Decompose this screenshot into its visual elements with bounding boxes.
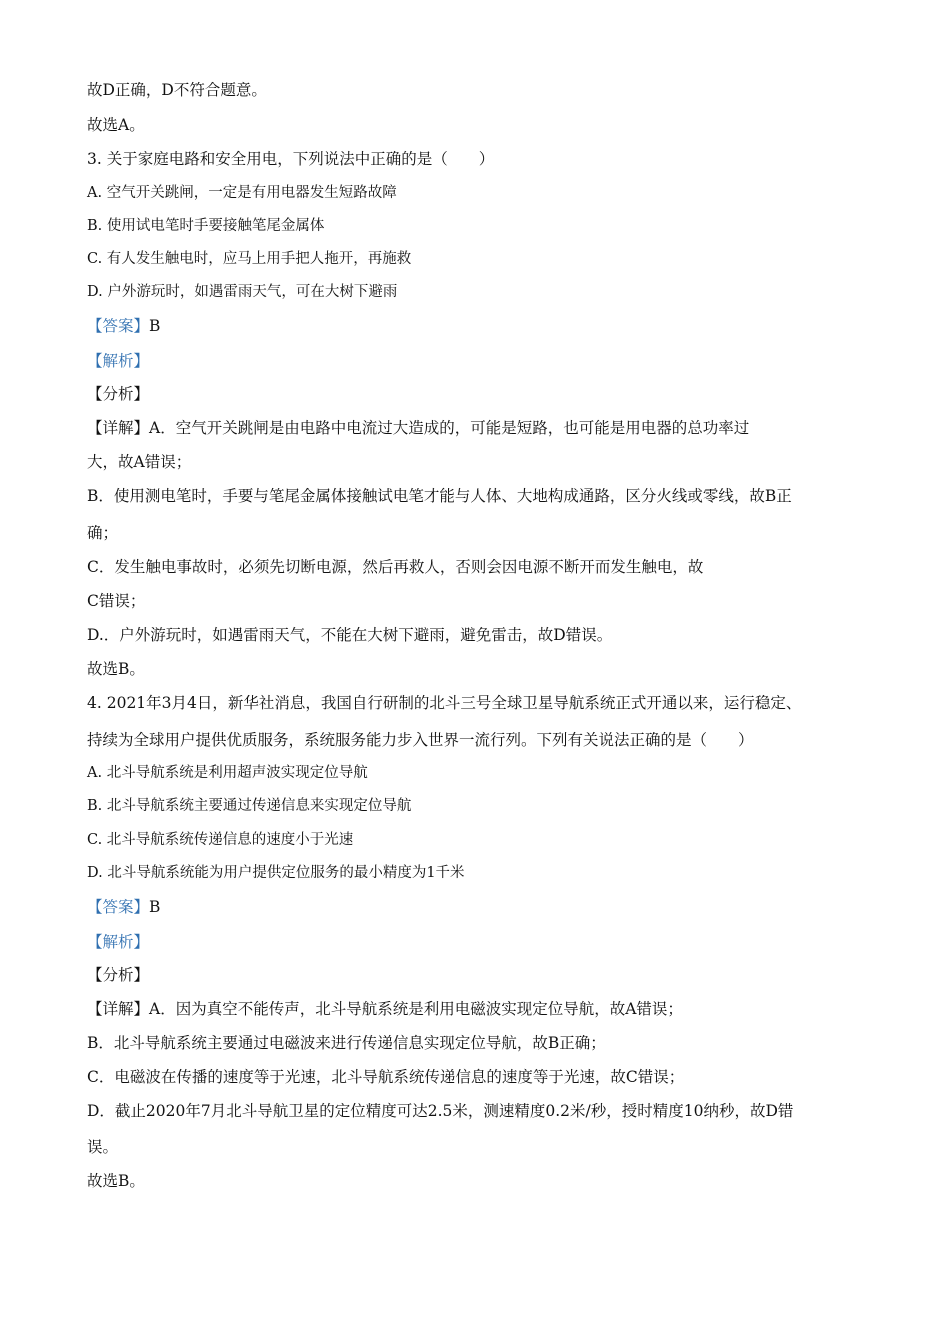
q4-detail-a (87, 998, 683, 1020)
choice-line: 故选A。 (87, 116, 145, 134)
q4-detail-c: C．电磁波在传播的速度等于光速，北斗导航系统传递信息的速度等于光速，故C错误； (87, 1068, 685, 1086)
q3-detail-d: D.．户外游玩时，如遇雷雨天气，不能在大树下避雨，避免雷击，故D错误。 (87, 626, 613, 644)
q4-option-d: D. 北斗导航系统能为用户提供定位服务的最小精度为1千米 (87, 865, 465, 881)
answer-tag: 【答案】 (87, 898, 150, 916)
q3-answer (87, 315, 160, 337)
q3-option-b: B. 使用试电笔时手要接触笔尾金属体 (87, 218, 325, 234)
answer-value: B (149, 898, 161, 916)
analysis-tag: 【解析】 (87, 933, 150, 951)
analysis-tag: 【解析】 (87, 352, 150, 370)
q3-breakdown-heading (87, 383, 149, 405)
answer-tag: 【答案】 (87, 317, 150, 335)
q3-detail-b: B．使用测电笔时，手要与笔尾金属体接触试电笔才能与人体、大地构成通路，区分火线或零线，故B正 (87, 487, 792, 505)
question-3-stem: 3. 关于家庭电路和安全用电，下列说法中正确的是（ ） (87, 150, 495, 168)
q3-detail-b-cont: 确； (87, 524, 119, 542)
q3-choice: 故选B。 (87, 660, 145, 678)
detail-text: A．空气开关跳闸是由电路中电流过大造成的，可能是短路，也可能是用电器的总功率过 (149, 419, 750, 437)
q4-detail-d: D．截止2020年7月北斗导航卫星的定位精度可达2.5米，测速精度0.2米/秒，授时精度10纳秒，故D错 (87, 1102, 794, 1120)
q3-detail-a (87, 417, 749, 439)
detail-tag: 【详解】 (87, 419, 150, 437)
q3-option-a: A. 空气开关跳闸，一定是有用电器发生短路故障 (87, 185, 397, 201)
q4-answer (87, 896, 160, 918)
detail-text: A．因为真空不能传声，北斗导航系统是利用电磁波实现定位导航，故A错误； (149, 1000, 683, 1018)
q3-analysis-heading (87, 350, 149, 372)
question-4-stem-cont: 持续为全球用户提供优质服务，系统服务能力步入世界一流行列。下列有关说法正确的是（ ） (87, 731, 754, 749)
q4-option-c: C. 北斗导航系统传递信息的速度小于光速 (87, 832, 354, 848)
q3-detail-a-cont: 大，故A错误； (87, 453, 192, 471)
q4-analysis-heading (87, 931, 149, 953)
answer-value: B (149, 317, 161, 335)
q3-option-d: D. 户外游玩时，如遇雷雨天气，可在大树下避雨 (87, 284, 398, 300)
question-4-stem: 4. 2021年3月4日，新华社消息，我国自行研制的北斗三号全球卫星导航系统正式开通以来，运行稳定、 (87, 694, 802, 712)
q4-breakdown-heading (87, 964, 149, 986)
q4-detail-d-cont: 误。 (87, 1138, 119, 1156)
q4-detail-b: B．北斗导航系统主要通过电磁波来进行传递信息实现定位导航，故B正确； (87, 1034, 606, 1052)
q4-option-b: B. 北斗导航系统主要通过传递信息来实现定位导航 (87, 798, 412, 814)
conclusion-line: 故D正确，D不符合题意。 (87, 81, 267, 99)
q3-option-c: C. 有人发生触电时，应马上用手把人拖开，再施救 (87, 251, 412, 267)
q4-choice: 故选B。 (87, 1172, 145, 1190)
q3-detail-c-cont: C错误； (87, 592, 146, 610)
q3-detail-c: C．发生触电事故时，必须先切断电源，然后再救人，否则会因电源不断开而发生触电，故 (87, 558, 704, 576)
breakdown-tag: 【分析】 (87, 385, 150, 403)
detail-tag: 【详解】 (87, 1000, 150, 1018)
q4-option-a: A. 北斗导航系统是利用超声波实现定位导航 (87, 765, 368, 781)
breakdown-tag: 【分析】 (87, 966, 150, 984)
